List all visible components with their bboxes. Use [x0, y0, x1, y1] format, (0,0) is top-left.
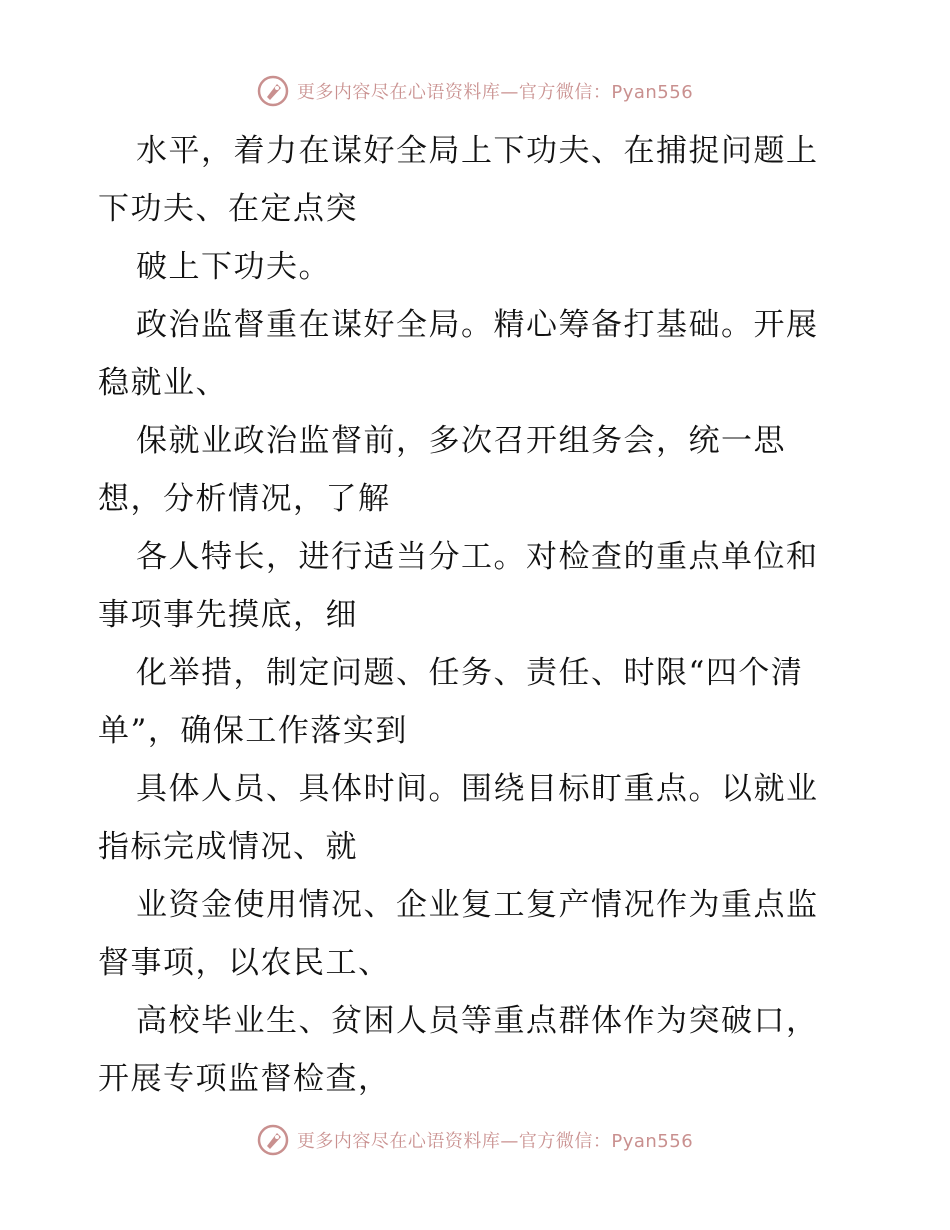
document-text: [98, 122, 858, 1108]
watermark-text: [297, 78, 693, 104]
watermark-text: [297, 1127, 693, 1153]
text-line: 保就业政治监督前，多次召开组务会，统一思: [136, 423, 786, 459]
footer-watermark: [0, 1120, 950, 1160]
watermark-main: 更多内容尽在心语资料库: [296, 82, 501, 103]
text-line: 水平，着力在谋好全局上下功夫、在捕捉问题上: [136, 133, 819, 169]
text-line: 开展专项监督检查，: [98, 1061, 391, 1097]
text-line: 高校毕业生、贫困人员等重点群体作为突破口，: [136, 1003, 819, 1039]
text-line: 政治监督重在谋好全局。精心筹备打基础。开展: [136, 307, 819, 343]
header-watermark: [0, 71, 950, 111]
document-body: [98, 122, 858, 1108]
text-line: 各人特长，进行适当分工。对检查的重点单位和: [136, 539, 819, 575]
watermark-separator: —官方微信：: [500, 82, 612, 103]
pen-nib-logo-icon: [257, 75, 289, 107]
text-line: 破上下功夫。: [136, 249, 331, 285]
text-line: 稳就业、: [98, 365, 228, 401]
text-line: 指标完成情况、就: [98, 829, 358, 865]
watermark-separator: —官方微信：: [500, 1131, 612, 1152]
text-line: 业资金使用情况、企业复工复产情况作为重点监: [136, 887, 819, 923]
text-line: 督事项，以农民工、: [98, 945, 391, 981]
watermark-id: Pyan556: [611, 1131, 694, 1152]
watermark-main: 更多内容尽在心语资料库: [296, 1131, 501, 1152]
text-line: 化举措，制定问题、任务、责任、时限“四个清: [136, 655, 804, 691]
text-line: 具体人员、具体时间。围绕目标盯重点。以就业: [136, 771, 819, 807]
text-line: 下功夫、在定点突: [98, 191, 358, 227]
text-line: 想，分析情况，了解: [98, 481, 391, 517]
text-line: 单”，确保工作落实到: [98, 713, 408, 749]
pen-nib-logo-icon: [257, 1124, 289, 1156]
text-line: 事项事先摸底，细: [98, 597, 358, 633]
watermark-id: Pyan556: [611, 82, 694, 103]
